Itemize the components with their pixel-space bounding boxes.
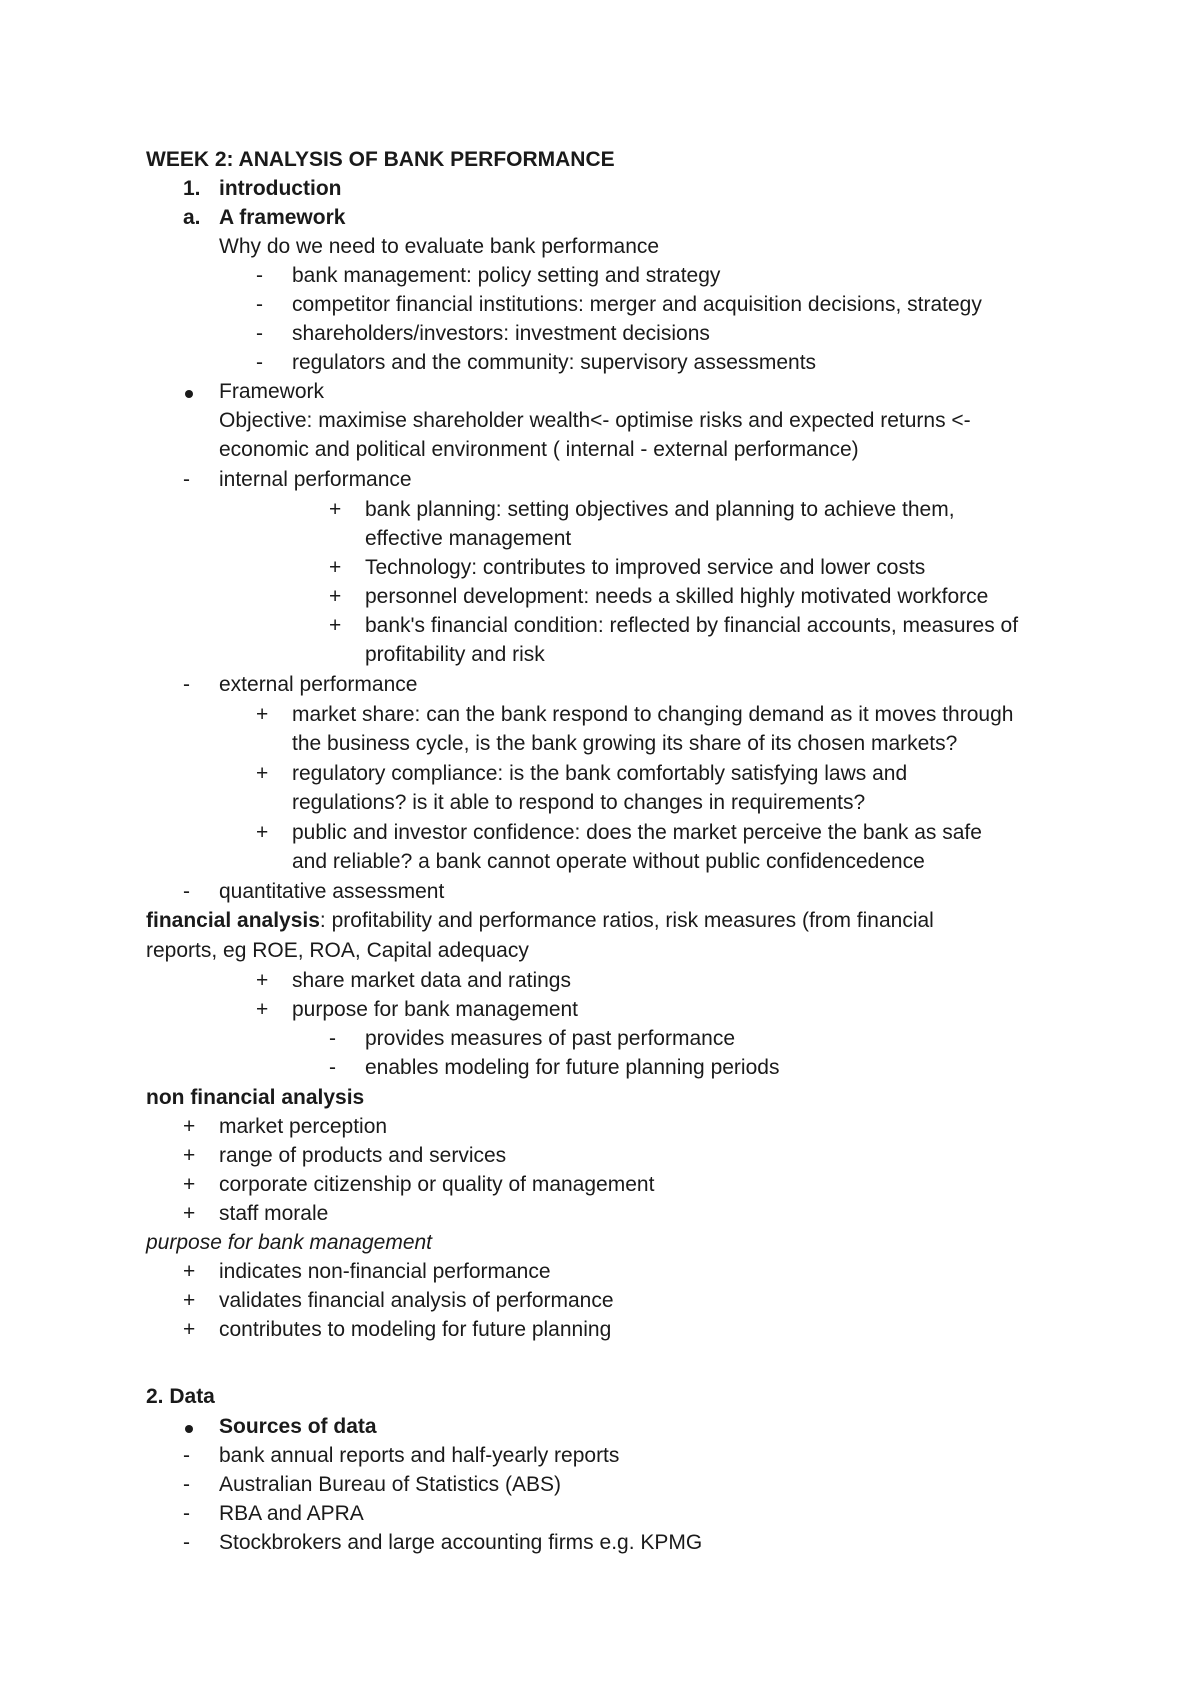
list-item: RBA and APRA: [219, 1502, 364, 1525]
plus-marker: +: [329, 556, 342, 579]
list-item: public and investor confidence: does the market perceive the bank as safe: [292, 821, 982, 844]
list-item: personnel development: needs a skilled highly motivated workforce: [365, 585, 989, 608]
financial-analysis-continuation: reports, eg ROE, ROA, Capital adequacy: [146, 939, 529, 962]
list-number: 1.: [183, 177, 201, 200]
dash-marker: -: [256, 293, 263, 316]
section-heading-data: 2. Data: [146, 1385, 215, 1408]
plus-marker: +: [256, 969, 269, 992]
list-item: bank's financial condition: reflected by financial accounts, measures of: [365, 614, 1019, 637]
list-item: range of products and services: [219, 1144, 507, 1167]
plus-marker: +: [329, 614, 342, 637]
list-item-continuation: effective management: [365, 527, 572, 550]
plus-marker: +: [329, 585, 342, 608]
objective-line: economic and political environment ( internal - external performance): [219, 438, 859, 461]
plus-marker: +: [183, 1202, 196, 1225]
dash-marker: -: [256, 264, 263, 287]
quantitative-assessment-label: quantitative assessment: [219, 880, 445, 903]
list-item: market share: can the bank respond to changing demand as it moves through: [292, 703, 1014, 726]
plus-marker: +: [256, 998, 269, 1021]
list-item: competitor financial institutions: merger and acquisition decisions, strategy: [292, 293, 982, 316]
list-item: bank management: policy setting and strategy: [292, 264, 721, 287]
sources-of-data-heading: Sources of data: [219, 1415, 377, 1438]
financial-analysis-definition: : profitability and performance ratios, risk measures (from financial: [319, 909, 934, 932]
list-item: regulatory compliance: is the bank comfortably satisfying laws and: [292, 762, 908, 785]
non-financial-analysis-heading: non financial analysis: [146, 1086, 365, 1109]
list-item: regulators and the community: supervisory assessments: [292, 351, 817, 374]
list-item: staff morale: [219, 1202, 329, 1225]
list-item: enables modeling for future planning periods: [365, 1056, 780, 1079]
list-item: Stockbrokers and large accounting firms e.g. KPMG: [219, 1531, 703, 1554]
dash-marker: -: [183, 1502, 190, 1525]
plus-marker: +: [183, 1144, 196, 1167]
list-item: corporate citizenship or quality of management: [219, 1173, 655, 1196]
financial-analysis-line: [146, 906, 934, 935]
list-item-continuation: profitability and risk: [365, 643, 545, 666]
list-item: share market data and ratings: [292, 969, 571, 992]
objective-line: Objective: maximise shareholder wealth<- optimise risks and expected returns <-: [219, 409, 971, 432]
bullet-dot-icon: [185, 1425, 193, 1433]
list-item: provides measures of past performance: [365, 1027, 736, 1050]
list-item: Australian Bureau of Statistics (ABS): [219, 1473, 561, 1496]
dash-marker: -: [256, 351, 263, 374]
why-evaluate-text: Why do we need to evaluate bank performance: [219, 235, 660, 258]
list-item-continuation: the business cycle, is the bank growing its share of its chosen markets?: [292, 732, 958, 755]
dash-marker: -: [183, 1444, 190, 1467]
list-item: shareholders/investors: investment decisions: [292, 322, 710, 345]
list-item: contributes to modeling for future planning: [219, 1318, 612, 1341]
internal-performance-label: internal performance: [219, 468, 412, 491]
dash-marker: -: [256, 322, 263, 345]
bullet-dot-icon: [185, 390, 193, 398]
list-item: indicates non-financial performance: [219, 1260, 551, 1283]
list-item: bank annual reports and half-yearly reports: [219, 1444, 620, 1467]
section-heading-introduction: introduction: [219, 177, 342, 200]
list-item: purpose for bank management: [292, 998, 579, 1021]
list-letter: a.: [183, 206, 201, 229]
list-item: bank planning: setting objectives and planning to achieve them,: [365, 498, 955, 521]
financial-analysis-term: financial analysis: [146, 909, 320, 932]
list-item-continuation: regulations? is it able to respond to changes in requirements?: [292, 791, 866, 814]
plus-marker: +: [183, 1289, 196, 1312]
dash-marker: -: [183, 1473, 190, 1496]
external-performance-label: external performance: [219, 673, 418, 696]
framework-label: Framework: [219, 380, 325, 403]
plus-marker: +: [183, 1318, 196, 1341]
dash-marker: -: [329, 1056, 336, 1079]
plus-marker: +: [183, 1260, 196, 1283]
purpose-heading: purpose for bank management: [146, 1231, 433, 1254]
list-item: validates financial analysis of performance: [219, 1289, 614, 1312]
plus-marker: +: [183, 1115, 196, 1138]
dash-marker: -: [183, 673, 190, 696]
plus-marker: +: [183, 1173, 196, 1196]
list-item-continuation: and reliable? a bank cannot operate without public confidencedence: [292, 850, 925, 873]
dash-marker: -: [183, 468, 190, 491]
plus-marker: +: [329, 498, 342, 521]
plus-marker: +: [256, 703, 269, 726]
plus-marker: +: [256, 762, 269, 785]
dash-marker: -: [183, 880, 190, 903]
list-item: Technology: contributes to improved service and lower costs: [365, 556, 926, 579]
dash-marker: -: [329, 1027, 336, 1050]
subsection-heading-framework: A framework: [219, 206, 346, 229]
dash-marker: -: [183, 1531, 190, 1554]
list-item: market perception: [219, 1115, 388, 1138]
plus-marker: +: [256, 821, 269, 844]
page-title: WEEK 2: ANALYSIS OF BANK PERFORMANCE: [146, 148, 615, 171]
